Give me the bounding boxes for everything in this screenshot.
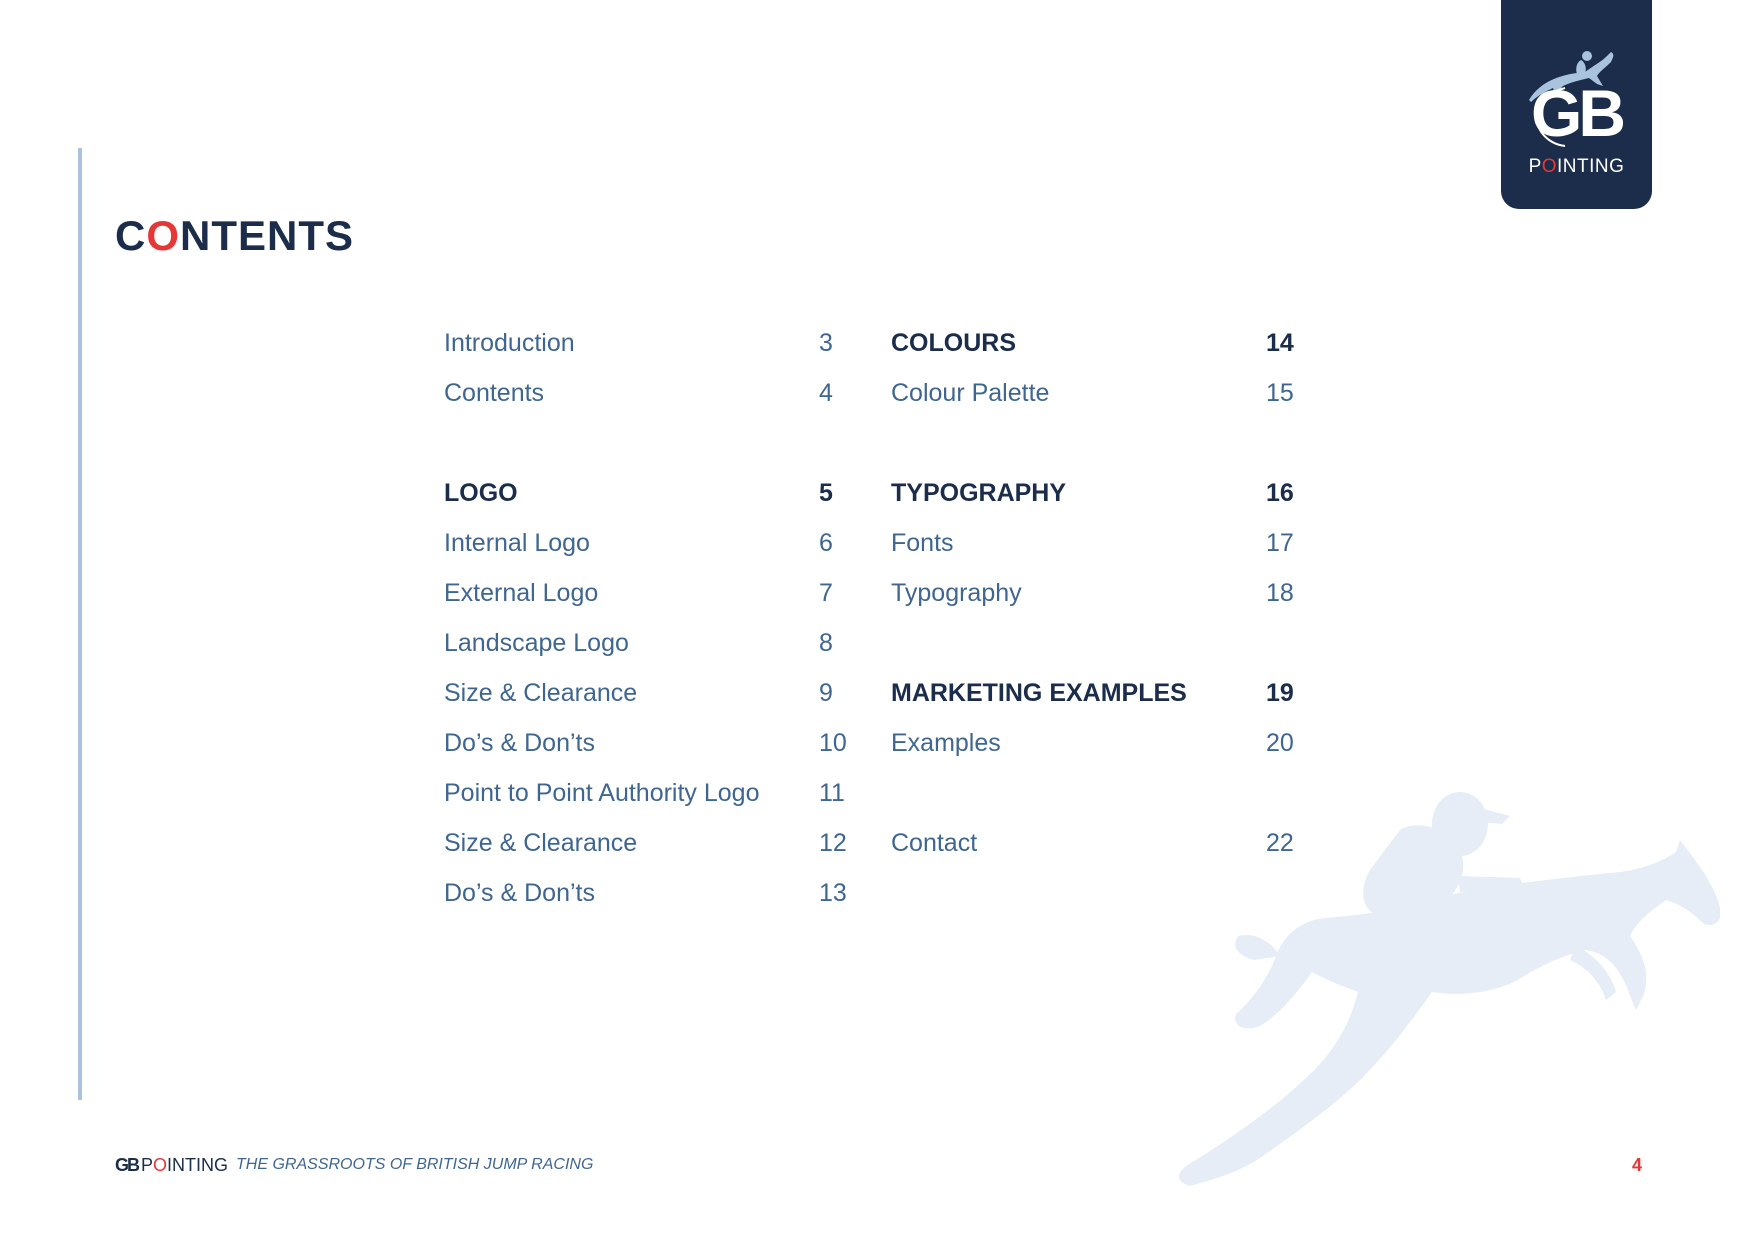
toc-entry-fonts[interactable] [891, 523, 1321, 563]
toc-entry-page: 13 [819, 879, 847, 907]
toc-entry-label: Fonts [891, 529, 954, 557]
toc-section-page: 14 [1266, 329, 1294, 357]
toc-section-label: MARKETING EXAMPLES [891, 679, 1187, 707]
toc-entry-typography[interactable] [891, 573, 1321, 613]
toc-section-label: TYPOGRAPHY [891, 479, 1067, 507]
toc-entry-colour-palette[interactable] [891, 373, 1321, 413]
title-rest: NTENTS [180, 212, 355, 259]
left-accent-rule [78, 148, 82, 1100]
toc-entry-page: 15 [1266, 379, 1294, 407]
toc-entry-external-logo[interactable] [444, 573, 874, 613]
page-title [115, 208, 354, 264]
toc-entry-label: Do’s & Don’ts [444, 729, 595, 757]
toc-entry-page: 9 [819, 679, 833, 707]
toc-entry-authority-logo[interactable] [444, 773, 874, 813]
toc-entry-label: External Logo [444, 579, 599, 607]
toc-entry-label: Size & Clearance [444, 829, 638, 857]
toc-section-marketing-examples[interactable] [891, 673, 1321, 713]
toc-entry-introduction[interactable] [444, 323, 874, 363]
toc-section-page: 5 [819, 479, 833, 507]
footer-brand-line [115, 1150, 593, 1180]
toc-entry-page: 12 [819, 829, 847, 857]
toc-entry-internal-logo[interactable] [444, 523, 874, 563]
title-first-letter: C [115, 212, 147, 259]
footer-brand-wordmark [141, 1155, 228, 1176]
toc-section-label: COLOURS [891, 329, 1016, 357]
toc-entry-page: 10 [819, 729, 847, 757]
logo-pointing-wordmark [1501, 155, 1652, 179]
toc-entry-page: 17 [1266, 529, 1294, 557]
toc-entry-page: 8 [819, 629, 833, 657]
toc-entry-page: 18 [1266, 579, 1294, 607]
toc-section-logo[interactable] [444, 473, 874, 513]
toc-section-typography[interactable] [891, 473, 1321, 513]
toc-entry-label: Contents [444, 379, 545, 407]
toc-entry-label: Contact [891, 829, 978, 857]
toc-entry-contents[interactable] [444, 373, 874, 413]
title-accent-letter: O [146, 212, 181, 259]
toc-entry-size-clearance-2[interactable] [444, 823, 874, 863]
brand-logo-tab [1501, 0, 1652, 209]
logo-gb-wordmark: GB [1531, 76, 1622, 150]
toc-entry-page: 4 [819, 379, 833, 407]
toc-entry-page: 6 [819, 529, 833, 557]
toc-section-colours[interactable] [891, 323, 1321, 363]
logo-pointing-rest: INTING [1557, 156, 1625, 177]
logo-pointing-accent: O [1541, 156, 1558, 177]
toc-entry-examples[interactable] [891, 723, 1321, 763]
toc-entry-size-clearance[interactable] [444, 673, 874, 713]
footer-brand-accent: O [153, 1154, 168, 1175]
footer-gb-logo: GB [115, 1154, 138, 1175]
footer-brand-first: P [141, 1154, 154, 1175]
toc-entry-label: Introduction [444, 329, 575, 357]
toc-entry-label: Point to Point Authority Logo [444, 779, 760, 807]
page-number: 4 [1631, 1155, 1642, 1175]
toc-entry-label: Colour Palette [891, 379, 1050, 407]
toc-section-label: LOGO [444, 479, 518, 507]
toc-entry-label: Typography [891, 579, 1022, 607]
toc-entry-label: Landscape Logo [444, 629, 629, 657]
toc-entry-page: 3 [819, 329, 833, 357]
toc-entry-dos-donts[interactable] [444, 723, 874, 763]
toc-entry-page: 7 [819, 579, 833, 607]
logo-pointing-first: P [1528, 156, 1542, 177]
toc-entry-label: Internal Logo [444, 529, 590, 557]
toc-entry-contact[interactable] [891, 823, 1321, 863]
toc-entry-label: Size & Clearance [444, 679, 638, 707]
footer-tagline: THE GRASSROOTS OF BRITISH JUMP RACING [236, 1156, 594, 1173]
toc-entry-dos-donts-2[interactable] [444, 873, 874, 913]
toc-section-page: 16 [1266, 479, 1294, 507]
toc-entry-label: Examples [891, 729, 1001, 757]
toc-entry-landscape-logo[interactable] [444, 623, 874, 663]
toc-section-page: 19 [1266, 679, 1294, 707]
toc-entry-page: 11 [819, 779, 845, 807]
footer-brand-rest: INTING [167, 1154, 229, 1175]
toc-entry-label: Do’s & Don’ts [444, 879, 595, 907]
toc-entry-page: 20 [1266, 729, 1294, 757]
toc-entry-page: 22 [1266, 829, 1294, 857]
